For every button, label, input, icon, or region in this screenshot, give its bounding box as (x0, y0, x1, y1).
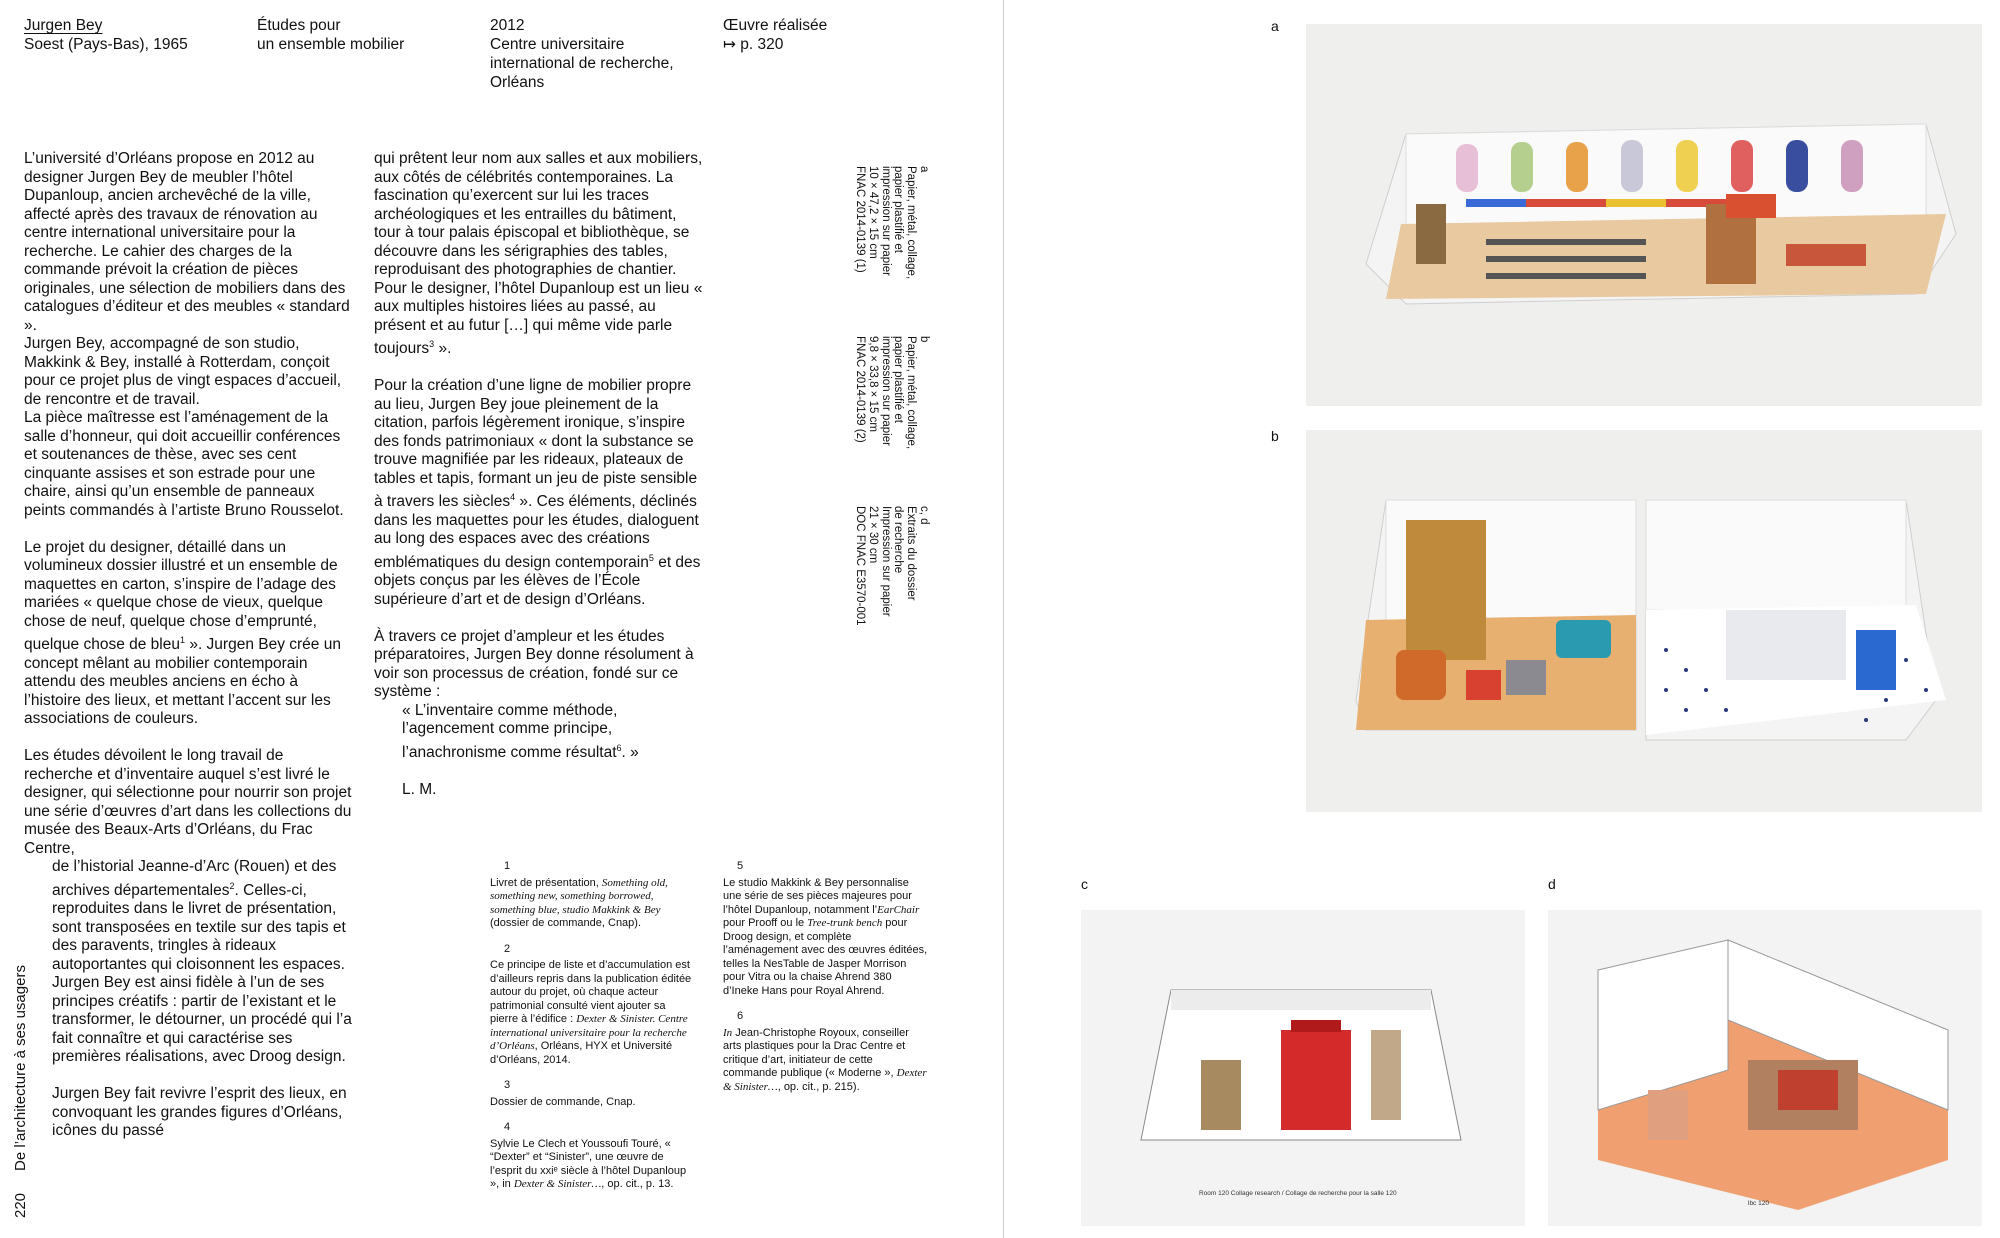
body-column-2 (374, 150, 704, 818)
text: Ce principe de liste et d’accumulation est d’ailleurs repris dans la publication éditée autour du projet, où chaque acteur patrimonial consulté vient ajouter sa pierre à l’édifice : (490, 959, 692, 1025)
caption-line: impression sur papier (879, 336, 892, 446)
text: pour Prooff ou le (723, 917, 808, 929)
text: , op. cit., p. 215). (777, 1080, 860, 1093)
footnotes-left (490, 860, 695, 1204)
header-author (24, 16, 188, 54)
caption-line: impression sur papier (879, 166, 892, 276)
text: « L’inventaire comme méthode, l’agencement comme principe, l’anachronisme comme résultat (402, 701, 618, 762)
text: Pour la création d’une ligne de mobilier propre au lieu, Jurgen Bey joue pleinement de la citation, parfois légèrement ironique, s’inspire des fonds patrimoniaux « dont la substance se trouve magnifiée par les rideaux, plateaux de tables et tapis, formant un jeu de piste sensible à travers les siècles (374, 377, 698, 511)
caption-line: papier plastifié et (892, 166, 905, 253)
caption-line: FNAC 2014-0139 (1) (854, 166, 867, 273)
caption-line: papier plastifié et (892, 336, 905, 423)
caption-line: Impression sur papier (879, 506, 892, 617)
caption-line: Papier, métal, collage, (905, 166, 918, 280)
figure-b-photo (1306, 430, 1982, 812)
place-line: Centre universitaire (490, 36, 625, 53)
footnote (723, 1010, 928, 1094)
figure-letter-b: b (1271, 428, 1279, 444)
text: Jurgen Bey fait revivre l’esprit des lieux, en convoquant les grandes figures d’Orléans, icônes du passé (52, 1085, 347, 1140)
paragraph (374, 377, 704, 609)
text: (dossier de commande, Cnap). (490, 917, 642, 929)
footnote-number: 4 (504, 1121, 511, 1133)
text: Jurgen Bey, accompagné de son studio, Makkink & Bey, installé à Rotterdam, conçoit pour ce projet plus de vingt espaces d’accueil, de rencontre et de travail. (24, 335, 342, 408)
caption-line: DOC FNAC E3570-001 (854, 506, 867, 626)
caption-letter: c, d (918, 506, 930, 525)
footnote-ref: 1 (180, 635, 186, 645)
text: Tree-trunk bench (807, 917, 883, 929)
text: Dexter & Sinister… (723, 1067, 927, 1093)
work-page-ref: ↦ p. 320 (723, 36, 784, 53)
paragraph (374, 628, 704, 702)
paragraph (24, 335, 354, 409)
paragraph (24, 747, 354, 858)
text: À travers ce projet d’ampleur et les études préparatoires, Jurgen Bey donne résolument à voir son processus de création, fondé sur ce système : (374, 627, 694, 701)
quote (374, 702, 672, 763)
paragraph (24, 150, 354, 335)
caption-line: 10 × 47,2 × 15 cm (866, 166, 879, 259)
footnote (490, 943, 695, 1068)
text: , op. cit., p. 13. (601, 1178, 674, 1190)
book-spine (1003, 0, 1004, 1238)
caption-line: FNAC 2014-0139 (2) (854, 336, 867, 443)
footnote-number: 1 (504, 860, 511, 872)
paragraph (24, 409, 354, 520)
text: EarChair (877, 903, 920, 916)
text: L’université d’Orléans propose en 2012 au designer Jurgen Bey de meubler l’hôtel Dupanloup, ancien archevêché de la ville, affecté après des travaux de rénovation au centre international universitaire pour la recherche. Le cahier des charges de la commande prévoit la création de pièces originales, une sélection de mobiliers dans des catalogues d’éditeur et des meubles « standard ». (24, 150, 350, 334)
paragraph (374, 150, 704, 359)
text: In (723, 1026, 733, 1039)
footnote-ref: 5 (648, 552, 654, 563)
footnote (490, 1121, 695, 1192)
text: Le studio Makkink & Bey personnalise une série de ses pièces majeures pour l’hôtel Dupanloup, notamment l’ (723, 876, 912, 916)
text: de l’historial Jeanne-d’Arc (Rouen) et des archives départementales (52, 858, 337, 899)
figure-c-caption: Room 120 Collage research / Collage de recherche pour la salle 120 (1199, 1190, 1397, 1197)
footnote (490, 860, 695, 931)
footnote-ref: 3 (429, 339, 435, 349)
figure-letter-d: d (1548, 876, 1556, 892)
text: Les études dévoilent le long travail de recherche et d’inventaire auquel s’est livré le designer, qui sélectionne pour nourrir son projet une série d’œuvres d’art dans les collections du musée des Beaux-Arts d’Orléans, du Frac Centre, (24, 747, 352, 857)
footnote-number: 2 (504, 942, 511, 955)
place-line: international de recherche, (490, 55, 674, 72)
text: et des objets conçus par les élèves de l’École supérieure d’art et de design d’Orléans. (374, 553, 701, 608)
author-name: Jurgen Bey (24, 17, 103, 34)
place-line: Orléans (490, 74, 545, 91)
title-line: un ensemble mobilier (257, 36, 405, 53)
text: . » (621, 744, 639, 762)
footnote-number: 6 (737, 1010, 744, 1022)
caption-cd (853, 506, 930, 626)
text: pour Droog design, et complète l’aménagement avec des œuvres éditées, telles la NesTable de Jasper Morrison pour Vitra ou la chaise Ahrend 380 d’Ineke Hans pour Royal Ahrend. (723, 917, 928, 997)
caption-letter: b (918, 336, 930, 343)
text: ». Ces éléments, déclinés dans les maquettes pour les études, dialoguent au long des espaces avec des créations emblématiques du design contemporain (374, 493, 699, 571)
text: Dexter & Sinister… (513, 1178, 602, 1190)
text: Dossier de commande, Cnap. (490, 1095, 636, 1108)
running-footer (12, 965, 29, 1218)
text: ». Jurgen Bey crée un concept mêlant au mobilier contemporain attendu des meubles anciens en écho à l’histoire des lieux, et mettant l’accent sur les associations de couleurs. (24, 636, 341, 728)
isometric-room-image (1548, 910, 1982, 1226)
title-line: Études pour (257, 17, 341, 34)
caption-b (853, 336, 930, 449)
figure-letter-c: c (1081, 876, 1088, 892)
figure-letter-a: a (1271, 18, 1279, 34)
text: La pièce maîtresse est l’aménagement de la salle d’honneur, qui doit accueillir conférences et soutenances de thèse, avec ses cent cinquante assises et son estrade pour une chaire, ainsi qu’un ensemble de panneaux peints commandés à l’artiste Bruno Rousselot. (24, 409, 344, 519)
header-work (723, 16, 827, 54)
work-label: Œuvre réalisée (723, 17, 828, 34)
footnotes-right (723, 860, 928, 1106)
header-year-place (490, 16, 674, 92)
section-title: De l’architecture à ses usagers (12, 965, 29, 1171)
paragraph-indented (24, 858, 354, 1067)
text: ». (434, 340, 452, 358)
header-title (257, 16, 404, 54)
text: Sylvie Le Clech et Youssoufi Touré, « “Dexter” et “Sinister”, une œuvre de l’esprit du xxiᵉ siècle à l’hôtel Dupanloup », in (490, 1137, 687, 1190)
signature: L. M. (402, 781, 437, 799)
caption-line: de recherche (892, 506, 905, 574)
paragraph-indented (24, 1085, 354, 1141)
footnote-number: 3 (504, 1079, 511, 1091)
text: Dexter & Sinister. Centre international universitaire pour la recherche d’Orléans (490, 1013, 688, 1052)
caption-letter: a (918, 166, 930, 173)
text: qui prêtent leur nom aux salles et aux mobiliers, aux côtés de célébrités contemporaines. La fascination qu’exercent sur lui les traces archéologiques et les entrailles du bâtiment, tour à tour palais épiscopal et bibliothèque, se découvre dans les sérigraphies des tables, reproduisant des photographies de chantier. Pour le designer, l’hôtel Dupanloup est un lieu « aux multiples histoires liées au passé, au présent et au futur […] qui même vide parle toujours (374, 150, 703, 358)
figure-c-drawing (1081, 910, 1525, 1226)
figure-d-caption: lbc 120 (1748, 1200, 1769, 1207)
caption-line: Papier, métal, collage, (905, 336, 918, 450)
body-column-1 (24, 150, 354, 1159)
caption-line: 21 × 30 cm (866, 506, 879, 564)
footnote-number: 5 (737, 860, 744, 872)
model-b-image (1306, 430, 1982, 812)
footnote-ref: 4 (510, 492, 516, 503)
text: Something old, something new, something borrowed, something blue, studio Makkink & Bey (490, 876, 668, 916)
year: 2012 (490, 17, 525, 34)
footnote-ref: 2 (229, 880, 235, 891)
figure-a-photo (1306, 24, 1982, 406)
text: Jean-Christophe Royoux, conseiller arts plastiques pour la Drac Centre et critique d’art, initiateur de cette commande publique (« Moderne », (723, 1026, 909, 1079)
caption-line: Extraits du dossier (905, 506, 918, 601)
footnote (723, 860, 928, 998)
text: , Orléans, HYX et Université d’Orléans, 2014. (490, 1040, 673, 1066)
text: Le projet du designer, détaillé dans un volumineux dossier illustré et un ensemble de maquettes en carton, s’inspire de l’adage des mariées « quelque chose de vieux, quelque chose de neuf, quelque chose d’emprunté, quelque chose de bleu (24, 538, 338, 654)
page-number: 220 (12, 1192, 29, 1218)
figure-d-drawing (1548, 910, 1982, 1226)
text: . Celles-ci, reproduites dans le livret de présentation, sont transposées en textile sur des tapis et des paravents, tringles à rideaux autoportantes qui cloisonnent les espaces. Jurgen Bey est ainsi fidèle à l’un de ses principes créatifs : partir de l’existant et le transformer, le détourner, un procédé qui l’a fait connaître et qui caractérise ses premières réalisations, avec Droog design. (52, 881, 352, 1066)
footnote-ref: 6 (616, 742, 622, 753)
caption-line: 9,8 × 33,8 × 15 cm (866, 336, 879, 432)
paragraph (24, 539, 354, 729)
footnote (490, 1079, 695, 1109)
caption-a (853, 166, 930, 279)
author-origin: Soest (Pays-Bas), 1965 (24, 36, 188, 53)
collage-research-image (1081, 910, 1525, 1226)
model-a-image (1306, 24, 1982, 406)
text: Livret de présentation, (490, 876, 602, 889)
